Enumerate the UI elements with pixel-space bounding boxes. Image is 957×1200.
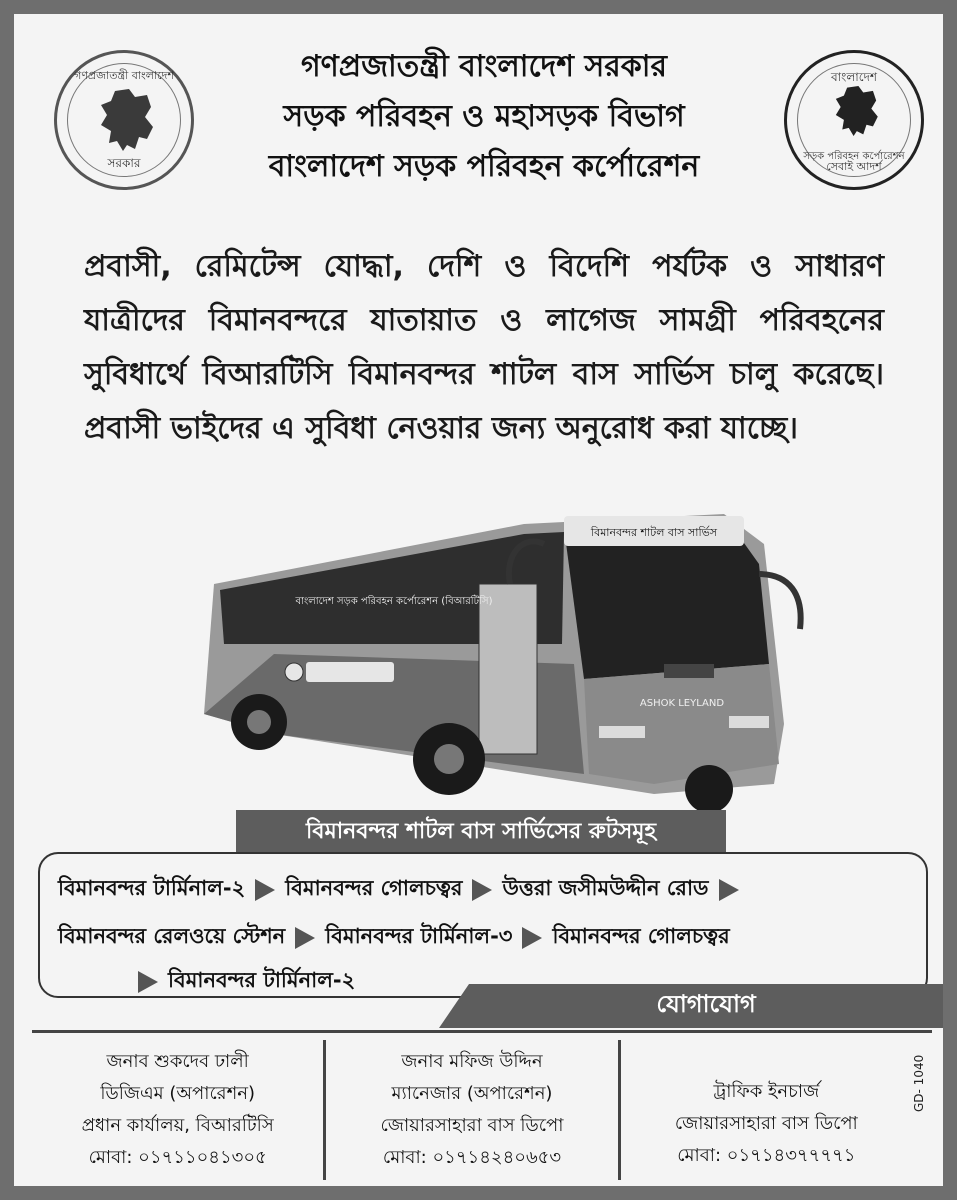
- contact-phone: মোবা: ০১৭১৪৩৭৭৭৭১: [677, 1145, 856, 1166]
- arrow-right-icon: [472, 879, 492, 901]
- contact-card: [621, 1040, 912, 1180]
- arrow-right-icon: [522, 927, 542, 949]
- arrow-right-icon: [138, 971, 158, 993]
- arrow-right-icon: [255, 879, 275, 901]
- seal-top-text: গণপ্রজাতন্ত্রী বাংলাদেশ: [74, 69, 174, 82]
- contact-name: জনাব মফিজ উদ্দিন: [401, 1051, 543, 1072]
- route-line: [58, 920, 730, 955]
- route-stop: বিমানবন্দর টার্মিনাল-২: [58, 876, 246, 900]
- contact-office: জোয়ারসাহারা বাস ডিপো: [380, 1115, 564, 1136]
- header-line-3: বাংলাদেশ সড়ক পরিবহন কর্পোরেশন: [268, 149, 700, 184]
- brtc-logo-mid-text: সড়ক পরিবহন কর্পোরেশন: [803, 151, 905, 162]
- contact-card: [32, 1040, 323, 1180]
- contact-card: [323, 1040, 620, 1180]
- header-line-1: গণপ্রজাতন্ত্রী বাংলাদেশ সরকার: [301, 49, 667, 84]
- seal-bottom-text: সরকার: [107, 156, 141, 170]
- brtc-logo-top-text: বাংলাদেশ: [831, 70, 877, 84]
- contacts-row: [32, 1040, 912, 1180]
- bus-side-text: বাংলাদেশ সড়ক পরিবহন কর্পোরেশন (বিআরটিসি): [295, 596, 493, 607]
- advertisement-page: [14, 14, 943, 1186]
- government-seal: [54, 50, 194, 190]
- ad-code: GD- 1040: [912, 1054, 926, 1112]
- brtc-logo-motto: সেবাই আদর্শ: [826, 160, 882, 173]
- contact-phone: মোবা: ০১৭১১০৪১৩০৫: [88, 1147, 267, 1168]
- header-line-2: সড়ক পরিবহন ও মহাসড়ক বিভাগ: [283, 99, 685, 134]
- route-stop: বিমানবন্দর টার্মিনাল-৩: [325, 924, 513, 948]
- route-stop: বিমানবন্দর গোলচত্বর: [285, 876, 463, 900]
- contact-role: ডিজিএম (অপারেশন): [100, 1083, 255, 1104]
- route-stop: উত্তরা জসীমউদ্দীন রোড: [502, 876, 709, 900]
- shuttle-bus-image: [184, 494, 824, 814]
- contact-office: প্রধান কার্যালয়, বিআরটিসি: [81, 1115, 274, 1136]
- route-stop: বিমানবন্দর গোলচত্বর: [552, 924, 730, 948]
- bus-brand-text: ASHOK LEYLAND: [639, 698, 725, 709]
- route-line: [128, 964, 355, 999]
- arrow-right-icon: [719, 879, 739, 901]
- routes-title: বিমানবন্দর শাটল বাস সার্ভিসের রুটসমূহ: [305, 818, 657, 844]
- brtc-logo: [784, 50, 924, 190]
- header-title-block: [214, 42, 754, 192]
- routes-title-bar: [236, 810, 726, 854]
- contact-role: ম্যানেজার (অপারেশন): [391, 1083, 553, 1104]
- contact-phone: মোবা: ০১৭১৪২৪০৬৫৩: [382, 1147, 562, 1168]
- contact-name: ট্রাফিক ইনচার্জ: [713, 1081, 820, 1102]
- contact-title: যোগাযোগ: [656, 990, 756, 1018]
- bangladesh-map-icon: [95, 87, 157, 153]
- contact-office: জোয়ারসাহারা বাস ডিপো: [674, 1113, 858, 1134]
- route-stop: বিমানবন্দর রেলওয়ে স্টেশন: [58, 924, 286, 948]
- contact-title-bar: [469, 984, 943, 1028]
- routes-box: [38, 852, 928, 998]
- contact-divider: [32, 1030, 932, 1033]
- route-line: [58, 872, 749, 907]
- bus-destination-sign: বিমানবন্দর শাটল বাস সার্ভিস: [590, 526, 718, 539]
- route-stop: বিমানবন্দর টার্মিনাল-২: [168, 968, 356, 992]
- bangladesh-map-icon: [831, 83, 881, 139]
- arrow-right-icon: [295, 927, 315, 949]
- intro-paragraph: প্রবাসী, রেমিটেন্স যোদ্ধা, দেশি ও বিদেশি পর্যটক ও সাধারণ যাত্রীদের বিমানবন্দরে যাতায়াত ও লাগেজ সামগ্রী পরিবহনের সুবিধার্থে বিআরটিসি বিমানবন্দর শাটল বাস সার্ভিস চালু করেছে। প্রবাসী ভাইদের এ সুবিধা নেওয়ার জন্য অনুরোধ করা যাচ্ছে।: [84, 249, 884, 446]
- contact-name: জনাব শুকদেব ঢালী: [106, 1051, 249, 1072]
